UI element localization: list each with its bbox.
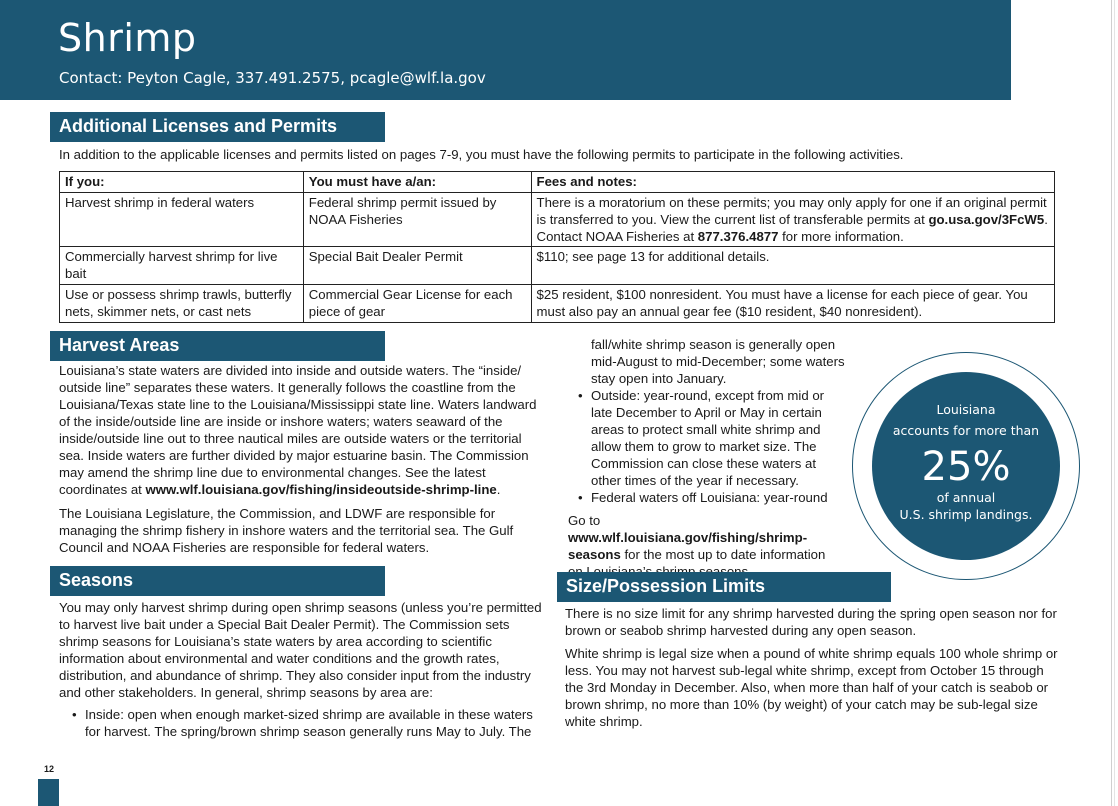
contact-line: Contact: Peyton Cagle, 337.491.2575, pcagle@wlf.la.gov <box>59 69 486 87</box>
list-item: • Federal waters off Louisiana: year-round <box>578 490 828 505</box>
table-cell: There is a moratorium on these permits; you may only apply for one if an original permit is transferred to you. View the current list of transferable permits at go.usa.gov/3FcW5. Contact NOAA Fisheries at 877.376.4877 for more information. <box>531 193 1054 247</box>
noaa-phone: 877.376.4877 <box>697 229 779 244</box>
table-cell: Harvest shrimp in federal waters <box>60 193 304 247</box>
licenses-intro: In addition to the applicable licenses and permits listed on pages 7-9, you must have the following permits to participate in the following activities. <box>59 147 904 162</box>
harvest-areas-paragraph: Louisiana’s state waters are divided into inside and outside waters. The “inside/ outside line” separates these waters. It generally follows the coastline from the Louisiana/Texas state line to the Louisiana/Mississippi state line. Waters landward of the inside/outside line are inside or inshore waters; waters seaward of the inside/outside line out to three nautical miles are outside waters or the territorial sea. Inside waters are further divided by major estuarine basin. The Commission may amend the shrimp line due to environmental changes. See the latest coordinates at www.wlf.louisiana.gov/fishing/insideoutside-shrimp-line. <box>59 363 537 497</box>
column-header: You must have a/an: <box>303 172 531 193</box>
table-cell: Federal shrimp permit issued by NOAA Fisheries <box>303 193 531 247</box>
permits-link[interactable]: go.usa.gov/3FcW5 <box>928 212 1045 227</box>
table-cell: Use or possess shrimp trawls, butterfly nets, skimmer nets, or cast nets <box>60 285 304 323</box>
seasons-goto: Go to www.wlf.louisiana.gov/fishing/shrimp-seasons for the most up to date information <box>568 513 826 562</box>
table-row <box>60 193 1055 247</box>
table-cell: $25 resident, $100 nonresident. You must have a license for each piece of gear. You must also pay an annual gear fee ($10 resident, $40 nonresident). <box>531 285 1054 323</box>
page-number: 12 <box>44 764 55 774</box>
page-tab <box>38 779 59 806</box>
page-edge <box>1114 0 1115 806</box>
size-limits-paragraph: White shrimp is legal size when a pound of white shrimp equals 100 whole shrimp or less. You may not harvest sub-legal white shrimp, except from October 15 through the 3rd Monday in December. Also, when more than half of your catch is seabob or brown shrimp, no more than 10% (by weight) of your catch may be sub-legal size white shrimp. <box>565 646 1058 729</box>
header-banner <box>0 0 1011 100</box>
bullet: • <box>578 490 583 505</box>
table-row <box>60 247 1055 285</box>
page-edge <box>1111 0 1112 806</box>
bullet: • <box>578 388 583 403</box>
callout-stat: 25% <box>921 444 1011 490</box>
section-heading-size-limits: Size/Possession Limits <box>557 572 891 602</box>
shrimp-seasons-link[interactable]: www.wlf.louisiana.gov/fishing/shrimp-seasons <box>568 530 808 562</box>
section-heading-harvest-areas: Harvest Areas <box>50 331 385 361</box>
column-header: Fees and notes: <box>531 172 1054 193</box>
table-cell: Special Bait Dealer Permit <box>303 247 531 285</box>
table-row <box>60 285 1055 323</box>
page-title: Shrimp <box>58 16 197 60</box>
inside-season-continued: fall/white shrimp season is generally open mid-August to mid-December; some waters stay open into January. <box>591 337 845 386</box>
season-list <box>72 706 550 740</box>
table-cell: Commercial Gear License for each piece of gear <box>303 285 531 323</box>
licenses-table <box>59 171 1055 323</box>
table-cell: $110; see page 13 for additional details. <box>531 247 1054 285</box>
seasons-intro: You may only harvest shrimp during open shrimp seasons (unless you’re permitted to harvest live bait under a Special Bait Dealer Permit). The Commission sets shrimp seasons for Louisiana’s state waters by area according to scientific information about environmental and water conditions and the growth rates, distribution, and abundance of shrimp. They also consider input from the industry and other stakeholders. In general, shrimp seasons by area are: <box>59 600 542 700</box>
bullet: • <box>72 707 77 722</box>
callout-text: accounts for more than <box>892 423 1040 438</box>
section-heading-seasons: Seasons <box>50 566 385 596</box>
column-header: If you: <box>60 172 304 193</box>
harvest-areas-paragraph: The Louisiana Legislature, the Commission, and LDWF are responsible for managing the shrimp fishery in inshore waters and the territorial sea. The Gulf Council and NOAA Fisheries are responsible for federal waters. <box>59 506 514 555</box>
callout-text: Louisiana <box>936 402 996 417</box>
callout-text: U.S. shrimp landings. <box>899 507 1033 522</box>
table-header-row <box>60 172 1055 193</box>
size-limits-paragraph: There is no size limit for any shrimp harvested during the spring open season nor for brown or seabob shrimp harvested during any open season. <box>565 606 1057 638</box>
season-list <box>578 387 840 506</box>
callout-circle <box>872 372 1060 560</box>
table-cell: Commercially harvest shrimp for live bait <box>60 247 304 285</box>
callout-text: of annual <box>936 490 996 505</box>
shrimp-line-link[interactable]: www.wlf.louisiana.gov/fishing/insideoutside-shrimp-line <box>145 482 497 497</box>
list-item: • Inside: open when enough market-sized shrimp are available in these waters for harvest. The spring/brown shrimp season generally runs May to July. The <box>72 707 533 739</box>
list-item: • Outside: year-round, except from mid or late December to April or May in certain areas to protect small white shrimp and allow them to grow to market size. The Commission can close these waters at other times of the year if necessary. <box>578 388 825 488</box>
section-heading-licenses: Additional Licenses and Permits <box>50 112 385 142</box>
